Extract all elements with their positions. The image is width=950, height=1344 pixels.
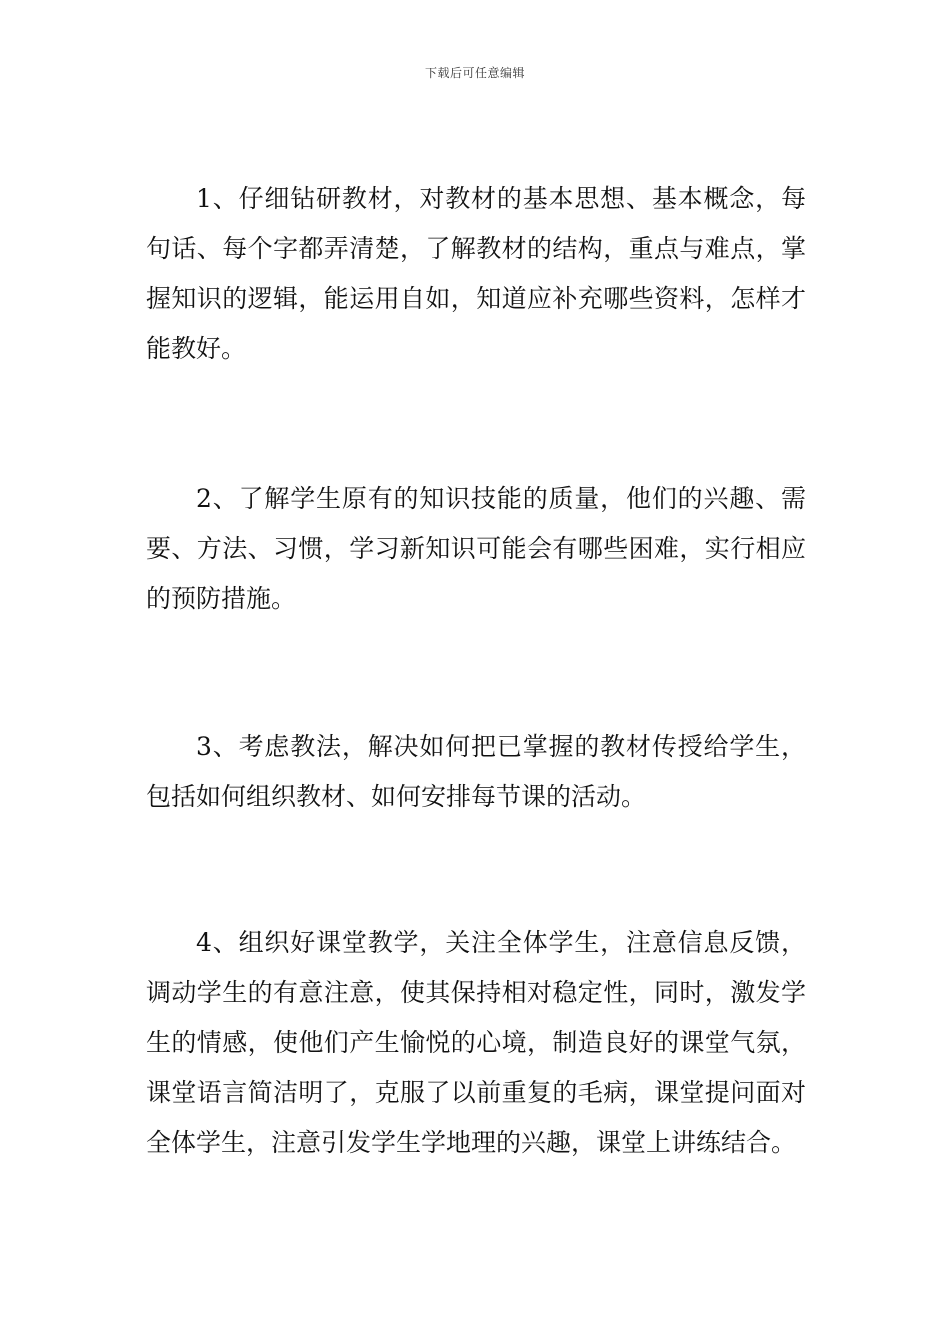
paragraph-1: 1、仔细钻研教材，对教材的基本思想、基本概念，每句话、每个字都弄清楚，了解教材的结构，重点与难点，掌握知识的逻辑，能运用自如，知道应补充哪些资料，怎样才能教好。 xyxy=(146,184,806,363)
paragraph-2: 2、了解学生原有的知识技能的质量，他们的兴趣、需要、方法、习惯，学习新知识可能会有哪些困难，实行相应的预防措施。 xyxy=(146,484,806,613)
paragraph-3: 3、考虑教法，解决如何把已掌握的教材传授给学生，包括如何组织教材、如何安排每节课的活动。 xyxy=(146,732,806,811)
page-header: 下载后可任意编辑 xyxy=(424,66,525,80)
paragraph-4: 4、组织好课堂教学，关注全体学生，注意信息反馈，调动学生的有意注意，使其保持相对稳定性，同时，激发学生的情感，使他们产生愉悦的心境，制造良好的课堂气氛，课堂语言简洁明了，克服了以前重复的毛病，课堂提问面对全体学生，注意引发学生学地理的兴趣，课堂上讲练结合。 xyxy=(146,928,806,1157)
